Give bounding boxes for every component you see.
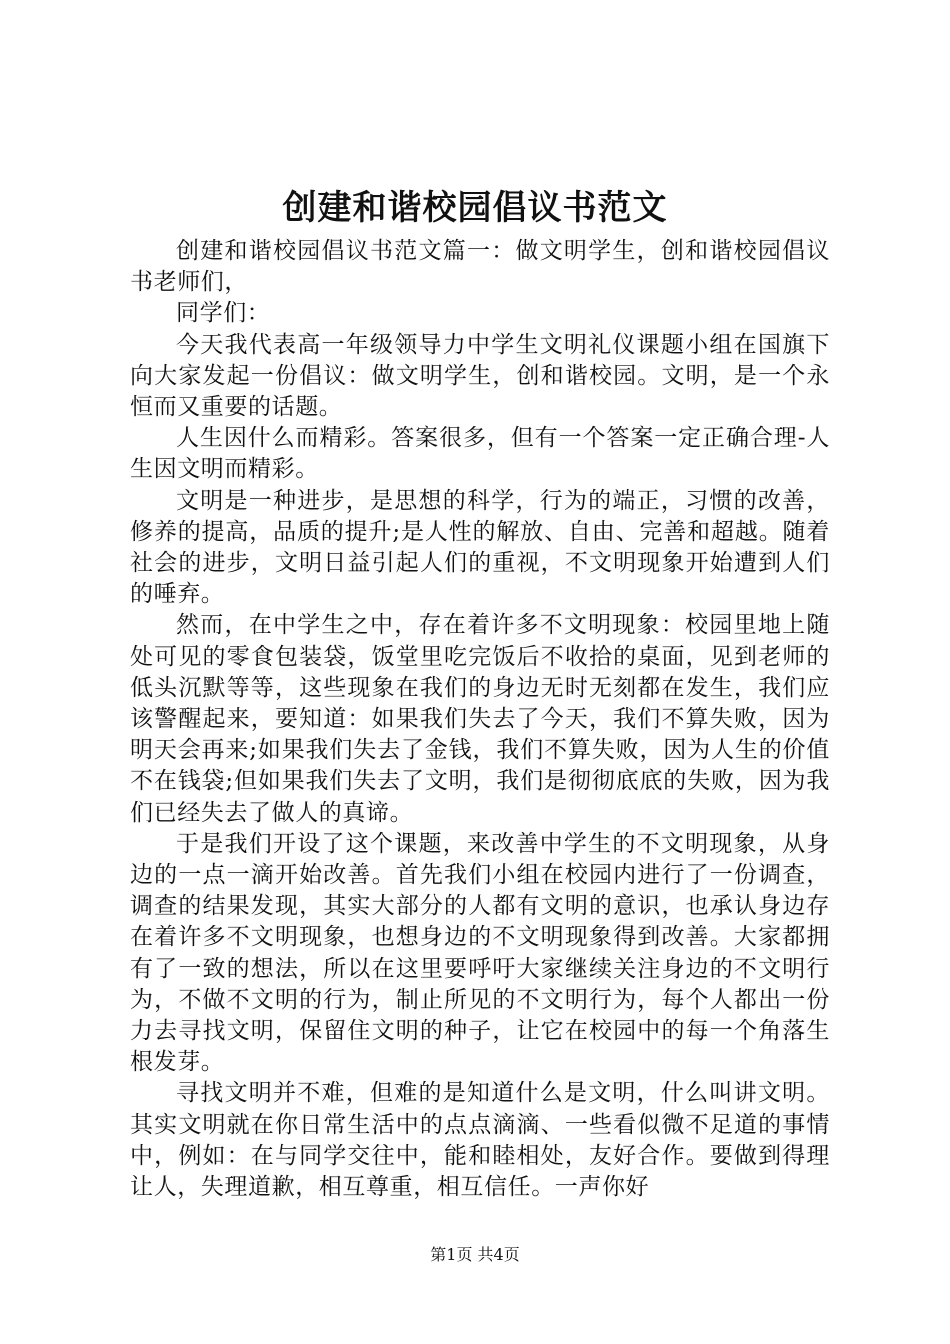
paragraph: 创建和谐校园倡议书范文篇一：做文明学生，创和谐校园倡议书老师们，: [130, 238, 830, 296]
page-title: 创建和谐校园倡议书范文: [282, 188, 668, 228]
paragraph: 文明是一种进步，是思想的科学，行为的端正，习惯的改善，修养的提高，品质的提升;是人性的解放、自由、完善和超越。随着社会的进步，文明日益引起人们的重视，不文明现象开始遭到人们的唾弃。: [130, 487, 830, 608]
paragraph: 人生因什么而精彩。答案很多，但有一个答案一定正确合理-人生因文明而精彩。: [130, 425, 830, 483]
page-footer: 第1页 共4页: [430, 1245, 520, 1264]
document-body: [130, 236, 830, 1203]
paragraph: 今天我代表高一年级领导力中学生文明礼仪课题小组在国旗下向大家发起一份倡议：做文明学生，创和谐校园。文明，是一个永恒而又重要的话题。: [130, 331, 830, 421]
paragraph: 同学们：: [176, 300, 271, 327]
paragraph: 然而，在中学生之中，存在着许多不文明现象：校园里地上随处可见的零食包装袋，饭堂里吃完饭后不收拾的桌面，见到老师的低头沉默等等，这些现象在我们的身边无时无刻都在发生，我们应该警醒起来，要知道：如果我们失去了今天，我们不算失败，因为明天会再来;如果我们失去了金钱，我们不算失败，因为人生的价值不在钱袋;但如果我们失去了文明，我们是彻彻底底的失败，因为我们已经失去了做人的真谛。: [130, 612, 830, 826]
paragraph: 寻找文明并不难，但难的是知道什么是文明，什么叫讲文明。其实文明就在你日常生活中的点点滴滴、一些看似微不足道的事情中，例如：在与同学交往中，能和睦相处，友好合作。要做到得理让人，失理道歉，相互尊重，相互信任。一声你好: [130, 1080, 830, 1201]
paragraph: 于是我们开设了这个课题，来改善中学生的不文明现象，从身边的一点一滴开始改善。首先我们小组在校园内进行了一份调查，调查的结果发现，其实大部分的人都有文明的意识，也承认身边存在着许多不文明现象，也想身边的不文明现象得到改善。大家都拥有了一致的想法，所以在这里要呼吁大家继续关注身边的不文明行为，不做不文明的行为，制止所见的不文明行为，每个人都出一份力去寻找文明，保留住文明的种子，让它在校园中的每一个角落生根发芽。: [130, 830, 830, 1076]
